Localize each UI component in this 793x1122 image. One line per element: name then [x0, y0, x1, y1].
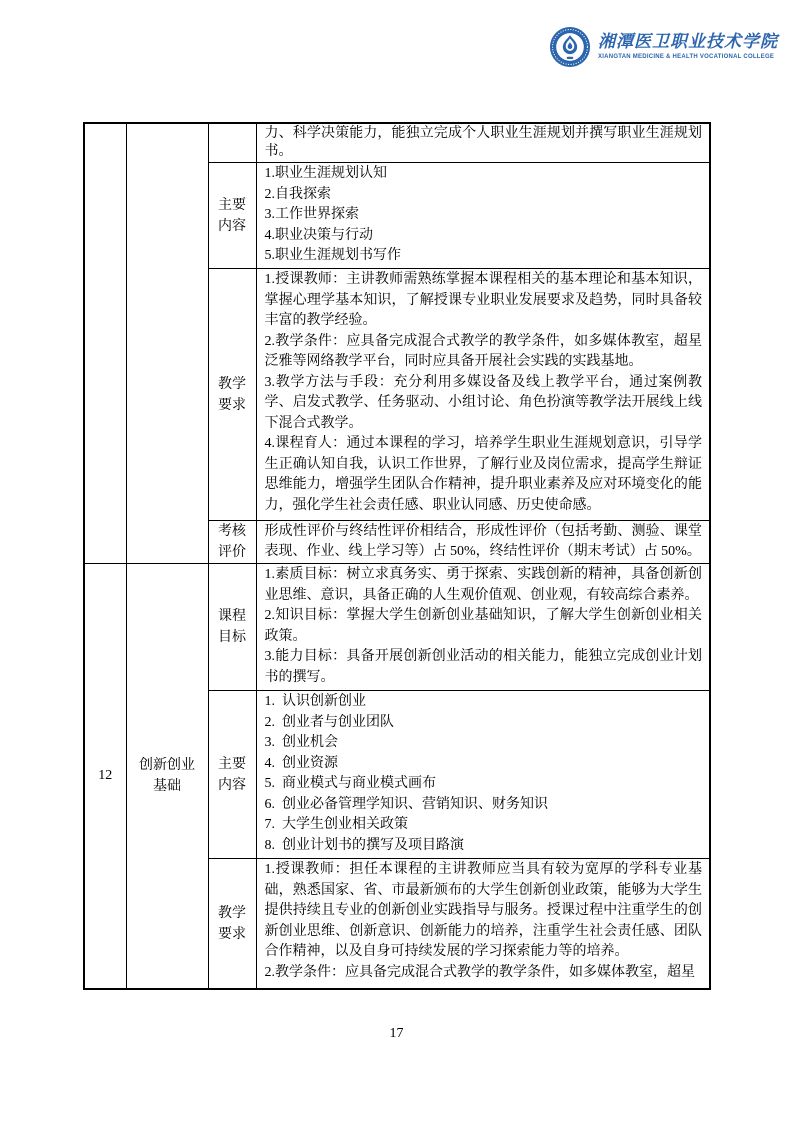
row-label-cell [208, 269, 256, 521]
cell-text: 1.职业生涯规划认知 2.自我探索 3.工作世界探索 4.职业决策与行动 5.职业生涯规划书写作 [264, 166, 401, 263]
college-emblem-icon [549, 26, 591, 68]
college-name-block [598, 26, 778, 61]
college-name-cn: 湘潭医卫职业技术学院 [598, 32, 778, 51]
course-name-cell [126, 123, 208, 564]
row-content-cell [256, 691, 710, 859]
row-label: 主要内容 [218, 197, 246, 234]
row-content-cell [256, 859, 710, 990]
cell-text: 形成性评价与终结性评价相结合，形成性评价（包括考勤、测验、课堂表现、作业、线上学习等）占 50%，终结性评价（期末考试）占 50%。 [264, 524, 702, 559]
row-content-cell [256, 269, 710, 521]
row-label-cell [208, 163, 256, 269]
college-logo [549, 26, 778, 68]
row-label-cell [208, 859, 256, 990]
row-content-cell [256, 564, 710, 691]
syllabus-table [83, 122, 711, 990]
course-name: 创新创业基础 [139, 758, 195, 794]
row-label-cell [208, 123, 256, 163]
course-number-cell: 12 [84, 564, 126, 990]
row-content-cell [256, 163, 710, 269]
table-row [84, 564, 710, 691]
row-label: 考核评价 [218, 524, 246, 560]
row-label: 课程目标 [218, 609, 246, 645]
row-label-cell [208, 564, 256, 691]
row-content-cell [256, 123, 710, 163]
cell-text: 1. 认识创新创业 2. 创业者与创业团队 3. 创业机会 4. 创业资源 5. 商业模式与商业模式画布 6. 创业必备管理学知识、营销知识、财务知识 7. 大学生创业相关政策 8. 创业计划书的撰写及项目路演 [264, 694, 548, 853]
cell-text: 力、科学决策能力，能独立完成个人职业生涯规划并撰写职业生涯规划书。 [264, 126, 702, 159]
row-content-cell [256, 521, 710, 564]
row-label-cell [208, 521, 256, 564]
cell-text: 1.授课教师：主讲教师需熟练掌握本课程相关的基本理论和基本知识，掌握心理学基本知识，了解授课专业职业发展要求及趋势，同时具备较丰富的教学经验。 2.教学条件：应具备完成混合式教学的教学条件，如多媒体教室，超星泛雅等网络教学平台，同时应具备开展社会实践的实践基地。 3.教学方法与手段：充分利用多媒设备及线上教学平台，通过案例教学、启发式教学、任务驱动、小组讨论、角色扮演等教学法开展线上线下混合式教学。 4.课程育人：通过本课程的学习，培养学生职业生涯规划意识，引导学生正确认知自我，认识工作世界，了解行业及岗位需求，提高学生辩证思维能力，增强学生团队合作精神，提升职业素养及应对环境变化的能力，强化学生社会责任感、职业认同感、历史使命感。 [264, 272, 702, 513]
row-label-cell [208, 691, 256, 859]
row-label: 教学要求 [218, 376, 246, 413]
row-label: 教学要求 [218, 905, 246, 942]
page-number: 17 [389, 1026, 404, 1041]
course-name-cell [126, 564, 208, 990]
cell-text: 1.素质目标：树立求真务实、勇于探索、实践创新的精神，具备创新创业思维、意识，具备正确的人生观价值观、创业观，有较高综合素养。 2.知识目标：掌握大学生创新创业基础知识，了解大学生创新创业相关政策。 3.能力目标：具备开展创新创业活动的相关能力，能独立完成创业计划书的撰写。 [264, 567, 702, 685]
row-label: 主要内容 [218, 756, 246, 793]
college-name-en: XIANGTAN MEDICINE & HEALTH VOCATIONAL COLLEGE [598, 54, 775, 60]
cell-text: 1.授课教师：担任本课程的主讲教师应当具有较为宽厚的学科专业基础，熟悉国家、省、市最新颁布的大学生创新创业政策，能够为大学生提供持续且专业的创新创业实践指导与服务。授课过程中注重学生的创新创业思维、创新意识、创新能力的培养，注重学生社会责任感、团队合作精神，以及自身可持续发展的学习探索能力等的培养。 2.教学条件：应具备完成混合式教学的教学条件，如多媒体教室，超星 [264, 862, 702, 980]
course-number-cell [84, 123, 126, 564]
table-row [84, 123, 710, 163]
